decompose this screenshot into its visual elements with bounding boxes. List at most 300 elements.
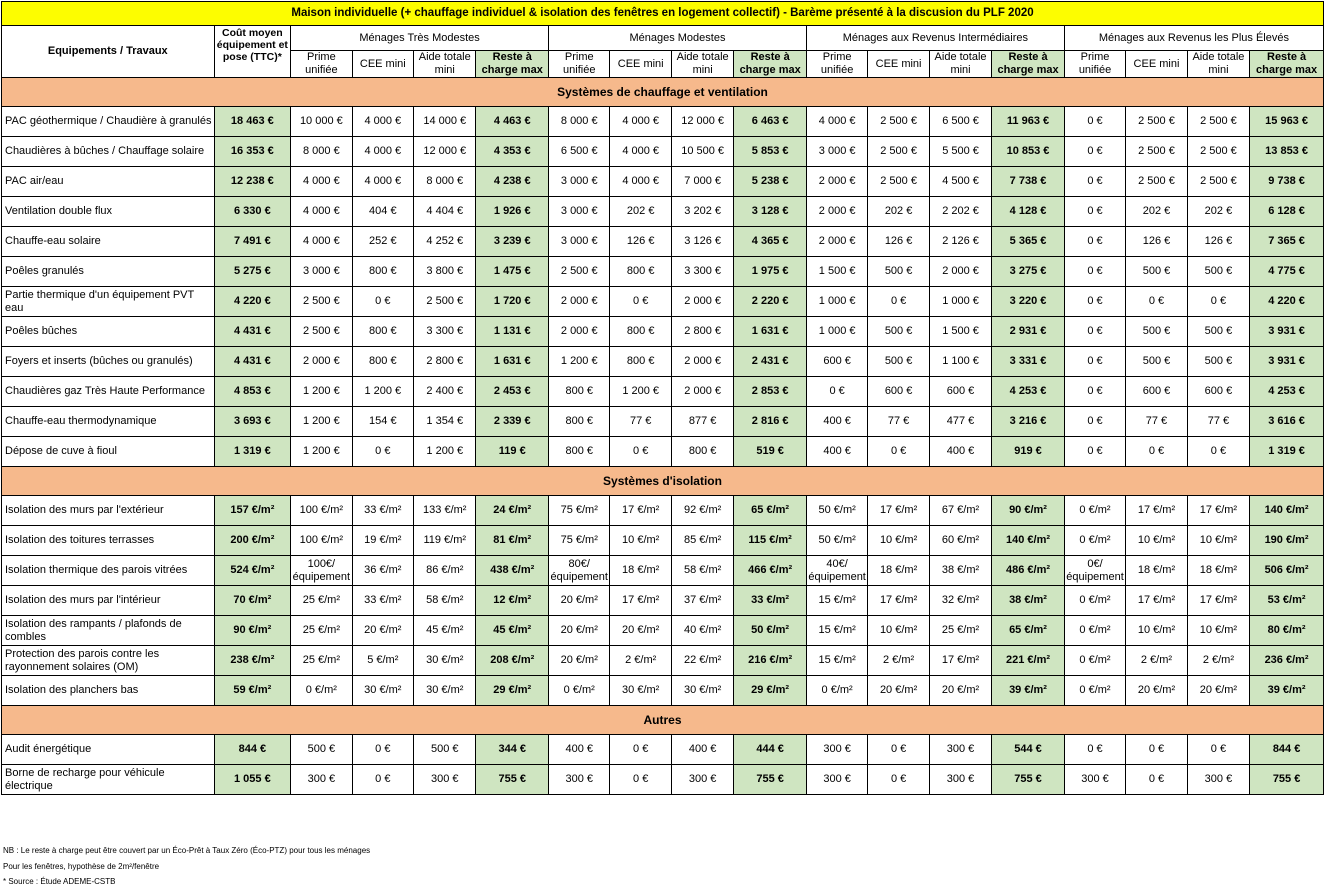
value-cell: 133 €/m² [414,496,476,526]
value-cell: 0 € [868,287,929,317]
value-cell: 20 €/m² [549,586,610,616]
value-cell: 0 € [868,437,929,467]
value-cell: 0 € [352,765,413,795]
row-label: Isolation des rampants / plafonds de combles [2,616,215,646]
value-cell: 50 €/m² [806,496,867,526]
value-cell: 10 €/m² [1126,616,1187,646]
subheader-aide-totale-mini: Aide totale mini [414,51,476,78]
cost-cell: 200 €/m² [214,526,291,556]
subheader-prime-unifiee: Prime unifiée [291,51,352,78]
value-cell: 20 €/m² [549,616,610,646]
reste-cell: 3 220 € [992,287,1065,317]
cost-cell: 6 330 € [214,197,291,227]
value-cell: 4 000 € [352,107,413,137]
reste-cell: 236 €/m² [1250,646,1324,676]
value-cell: 2 800 € [414,347,476,377]
value-cell: 77 € [868,407,929,437]
value-cell: 4 000 € [291,227,352,257]
subheader-reste-a-charge-max: Reste à charge max [1250,51,1324,78]
reste-cell: 4 128 € [992,197,1065,227]
value-cell: 3 000 € [806,137,867,167]
reste-cell: 6 128 € [1250,197,1324,227]
table-row [2,227,1324,257]
value-cell: 0 € [1187,437,1249,467]
value-cell: 1 500 € [806,257,867,287]
subheader-cee-mini: CEE mini [1126,51,1187,78]
reste-cell: 3 331 € [992,347,1065,377]
value-cell: 400 € [929,437,991,467]
value-cell: 2 €/m² [1187,646,1249,676]
value-cell: 20 €/m² [352,616,413,646]
value-cell: 0 € [1064,347,1125,377]
value-cell: 600 € [1187,377,1249,407]
reste-cell: 444 € [734,735,807,765]
table-row [2,257,1324,287]
cost-cell: 59 €/m² [214,676,291,706]
reste-cell: 5 853 € [734,137,807,167]
table-row [2,526,1324,556]
value-cell: 0 € [806,377,867,407]
note-fenetres: Pour les fenêtres, hypothèse de 2m²/fenêtre [3,861,160,871]
value-cell: 0 € [868,735,929,765]
bareme-table [1,1,1324,795]
value-cell: 45 €/m² [414,616,476,646]
value-cell: 300 € [1064,765,1125,795]
value-cell: 1 200 € [352,377,413,407]
value-cell: 500 € [868,317,929,347]
value-cell: 0 €/m² [549,676,610,706]
header-equipements: Equipements / Travaux [2,26,215,78]
value-cell: 1 000 € [929,287,991,317]
subheader-reste-a-charge-max: Reste à charge max [992,51,1065,78]
value-cell: 3 800 € [414,257,476,287]
table-row [2,197,1324,227]
value-cell: 77 € [1187,407,1249,437]
reste-cell: 844 € [1250,735,1324,765]
cost-cell: 4 431 € [214,317,291,347]
value-cell: 877 € [671,407,733,437]
subheader-aide-totale-mini: Aide totale mini [671,51,733,78]
table-row [2,407,1324,437]
reste-cell: 1 131 € [476,317,549,347]
row-label: Ventilation double flux [2,197,215,227]
value-cell: 10 €/m² [868,616,929,646]
table-row [2,616,1324,646]
value-cell: 300 € [806,735,867,765]
value-cell: 500 € [1126,257,1187,287]
value-cell: 2 000 € [929,257,991,287]
row-label: Borne de recharge pour véhicule électrique [2,765,215,795]
value-cell: 1 200 € [291,377,352,407]
subheader-prime-unifiee: Prime unifiée [806,51,867,78]
value-cell: 85 €/m² [671,526,733,556]
reste-cell: 438 €/m² [476,556,549,586]
reste-cell: 2 853 € [734,377,807,407]
cost-cell: 844 € [214,735,291,765]
reste-cell: 190 €/m² [1250,526,1324,556]
value-cell: 22 €/m² [671,646,733,676]
value-cell: 2 500 € [291,287,352,317]
value-cell: 30 €/m² [414,676,476,706]
value-cell: 32 €/m² [929,586,991,616]
row-label: Foyers et inserts (bûches ou granulés) [2,347,215,377]
value-cell: 30 €/m² [671,676,733,706]
value-cell: 2 000 € [671,347,733,377]
reste-cell: 1 926 € [476,197,549,227]
reste-cell: 11 963 € [992,107,1065,137]
reste-cell: 80 €/m² [1250,616,1324,646]
value-cell: 20 €/m² [868,676,929,706]
value-cell: 0 € [352,287,413,317]
value-cell: 300 € [806,765,867,795]
value-cell: 17 €/m² [929,646,991,676]
value-cell: 800 € [352,257,413,287]
row-label: Isolation des toitures terrasses [2,526,215,556]
table-row [2,437,1324,467]
value-cell: 5 €/m² [352,646,413,676]
value-cell: 0 € [1064,197,1125,227]
reste-cell: 919 € [992,437,1065,467]
cost-cell: 4 220 € [214,287,291,317]
reste-cell: 1 720 € [476,287,549,317]
reste-cell: 2 453 € [476,377,549,407]
value-cell: 2 500 € [291,317,352,347]
subheader-prime-unifiee: Prime unifiée [549,51,610,78]
row-label: Poêles bûches [2,317,215,347]
reste-cell: 466 €/m² [734,556,807,586]
cost-cell: 18 463 € [214,107,291,137]
value-cell: 500 € [1187,347,1249,377]
row-label: Chauffe-eau thermodynamique [2,407,215,437]
value-cell: 300 € [929,735,991,765]
value-cell: 2 500 € [868,137,929,167]
reste-cell: 140 €/m² [1250,496,1324,526]
reste-cell: 4 353 € [476,137,549,167]
reste-cell: 13 853 € [1250,137,1324,167]
value-cell: 17 €/m² [1126,586,1187,616]
value-cell: 300 € [414,765,476,795]
reste-cell: 4 253 € [1250,377,1324,407]
reste-cell: 3 616 € [1250,407,1324,437]
header-group-intermediaires: Ménages aux Revenus Intermédiaires [806,26,1064,51]
value-cell: 800 € [549,407,610,437]
value-cell: 18 €/m² [868,556,929,586]
reste-cell: 1 475 € [476,257,549,287]
value-cell: 800 € [610,317,671,347]
reste-cell: 5 365 € [992,227,1065,257]
reste-cell: 4 365 € [734,227,807,257]
value-cell: 77 € [610,407,671,437]
reste-cell: 12 €/m² [476,586,549,616]
value-cell: 33 €/m² [352,496,413,526]
value-cell: 500 € [1187,257,1249,287]
row-label: Isolation des planchers bas [2,676,215,706]
value-cell: 6 500 € [929,107,991,137]
header-group-plus-eleves: Ménages aux Revenus les Plus Élevés [1064,26,1323,51]
value-cell: 500 € [414,735,476,765]
value-cell: 0 €/m² [1064,496,1125,526]
reste-cell: 65 €/m² [734,496,807,526]
table-row [2,496,1324,526]
value-cell: 0 € [1187,735,1249,765]
reste-cell: 65 €/m² [992,616,1065,646]
value-cell: 0 €/m² [1064,676,1125,706]
value-cell: 4 000 € [610,167,671,197]
value-cell: 0€/équipement [1064,556,1125,586]
value-cell: 25 €/m² [929,616,991,646]
value-cell: 800 € [671,437,733,467]
row-label: PAC géothermique / Chaudière à granulés [2,107,215,137]
value-cell: 0 € [352,735,413,765]
reste-cell: 4 220 € [1250,287,1324,317]
reste-cell: 208 €/m² [476,646,549,676]
value-cell: 800 € [352,347,413,377]
value-cell: 10 €/m² [868,526,929,556]
value-cell: 58 €/m² [414,586,476,616]
row-label: Isolation thermique des parois vitrées [2,556,215,586]
value-cell: 7 000 € [671,167,733,197]
reste-cell: 755 € [992,765,1065,795]
value-cell: 800 € [610,257,671,287]
value-cell: 3 300 € [414,317,476,347]
value-cell: 0 € [1064,287,1125,317]
value-cell: 4 000 € [352,137,413,167]
value-cell: 36 €/m² [352,556,413,586]
value-cell: 4 252 € [414,227,476,257]
value-cell: 3 000 € [549,227,610,257]
value-cell: 126 € [1187,227,1249,257]
reste-cell: 24 €/m² [476,496,549,526]
value-cell: 300 € [1187,765,1249,795]
reste-cell: 90 €/m² [992,496,1065,526]
value-cell: 2 800 € [671,317,733,347]
value-cell: 0 € [1187,287,1249,317]
value-cell: 0 €/m² [1064,616,1125,646]
value-cell: 300 € [929,765,991,795]
value-cell: 0 € [1064,137,1125,167]
value-cell: 0 € [1064,107,1125,137]
value-cell: 0 € [610,287,671,317]
table-row [2,556,1324,586]
table-title: Maison individuelle (+ chauffage individuel & isolation des fenêtres en logement collectif) - Barème présenté à la discusion du PLF 2020 [2,2,1324,26]
value-cell: 17 €/m² [610,586,671,616]
table-row [2,287,1324,317]
value-cell: 2 500 € [1126,167,1187,197]
cost-cell: 1 055 € [214,765,291,795]
row-label: Partie thermique d'un équipement PVT eau [2,287,215,317]
reste-cell: 115 €/m² [734,526,807,556]
value-cell: 10 €/m² [1126,526,1187,556]
row-label: PAC air/eau [2,167,215,197]
value-cell: 154 € [352,407,413,437]
value-cell: 477 € [929,407,991,437]
value-cell: 252 € [352,227,413,257]
value-cell: 2 000 € [671,377,733,407]
reste-cell: 216 €/m² [734,646,807,676]
reste-cell: 344 € [476,735,549,765]
value-cell: 400 € [806,407,867,437]
row-label: Dépose de cuve à fioul [2,437,215,467]
value-cell: 2 500 € [1187,167,1249,197]
header-cout-moyen: Coût moyen équipement et pose (TTC)* [214,26,291,78]
row-label: Poêles granulés [2,257,215,287]
value-cell: 126 € [1126,227,1187,257]
value-cell: 10 500 € [671,137,733,167]
value-cell: 3 202 € [671,197,733,227]
value-cell: 202 € [610,197,671,227]
value-cell: 0 € [1064,167,1125,197]
value-cell: 14 000 € [414,107,476,137]
value-cell: 100 €/m² [291,526,352,556]
value-cell: 17 €/m² [610,496,671,526]
table-row [2,167,1324,197]
reste-cell: 1 631 € [734,317,807,347]
value-cell: 10 €/m² [1187,526,1249,556]
header-group-tres-modestes: Ménages Très Modestes [291,26,549,51]
value-cell: 0 € [610,765,671,795]
value-cell: 25 €/m² [291,616,352,646]
value-cell: 0 € [1126,437,1187,467]
value-cell: 20 €/m² [929,676,991,706]
value-cell: 2 500 € [868,107,929,137]
value-cell: 17 €/m² [868,586,929,616]
value-cell: 800 € [549,377,610,407]
reste-cell: 9 738 € [1250,167,1324,197]
value-cell: 202 € [868,197,929,227]
reste-cell: 50 €/m² [734,616,807,646]
value-cell: 8 000 € [291,137,352,167]
reste-cell: 3 931 € [1250,347,1324,377]
value-cell: 2 126 € [929,227,991,257]
value-cell: 20 €/m² [1187,676,1249,706]
value-cell: 30 €/m² [414,646,476,676]
value-cell: 3 126 € [671,227,733,257]
reste-cell: 1 975 € [734,257,807,287]
value-cell: 15 €/m² [806,616,867,646]
value-cell: 2 500 € [414,287,476,317]
value-cell: 2 500 € [1126,107,1187,137]
value-cell: 2 €/m² [868,646,929,676]
table-row [2,586,1324,616]
reste-cell: 1 319 € [1250,437,1324,467]
reste-cell: 755 € [476,765,549,795]
reste-cell: 5 238 € [734,167,807,197]
value-cell: 300 € [291,765,352,795]
reste-cell: 221 €/m² [992,646,1065,676]
value-cell: 202 € [1187,197,1249,227]
value-cell: 67 €/m² [929,496,991,526]
value-cell: 4 000 € [610,137,671,167]
value-cell: 17 €/m² [1187,496,1249,526]
cost-cell: 70 €/m² [214,586,291,616]
value-cell: 300 € [549,765,610,795]
reste-cell: 2 339 € [476,407,549,437]
value-cell: 80€/équipement [549,556,610,586]
value-cell: 38 €/m² [929,556,991,586]
value-cell: 18 €/m² [610,556,671,586]
table-row [2,646,1324,676]
table-row [2,676,1324,706]
value-cell: 0 €/m² [291,676,352,706]
value-cell: 2 000 € [806,167,867,197]
value-cell: 5 500 € [929,137,991,167]
value-cell: 0 € [1064,407,1125,437]
value-cell: 12 000 € [414,137,476,167]
value-cell: 0 € [352,437,413,467]
value-cell: 500 € [1187,317,1249,347]
header-group-modestes: Ménages Modestes [549,26,807,51]
reste-cell: 4 238 € [476,167,549,197]
cost-cell: 12 238 € [214,167,291,197]
reste-cell: 2 816 € [734,407,807,437]
value-cell: 0 € [1064,317,1125,347]
value-cell: 8 000 € [414,167,476,197]
cost-cell: 1 319 € [214,437,291,467]
value-cell: 0 € [1126,765,1187,795]
section-title: Systèmes de chauffage et ventilation [2,78,1324,107]
reste-cell: 2 431 € [734,347,807,377]
value-cell: 3 000 € [549,167,610,197]
value-cell: 2 000 € [671,287,733,317]
value-cell: 18 €/m² [1187,556,1249,586]
reste-cell: 45 €/m² [476,616,549,646]
value-cell: 1 200 € [414,437,476,467]
note-eco-ptz: NB : Le reste à charge peut être couvert par un Éco-Prêt à Taux Zéro (Éco-PTZ) pour tous les ménages [3,846,371,855]
reste-cell: 39 €/m² [992,676,1065,706]
reste-cell: 7 738 € [992,167,1065,197]
value-cell: 0 € [1126,287,1187,317]
row-label: Chaudières à bûches / Chauffage solaire [2,137,215,167]
reste-cell: 81 €/m² [476,526,549,556]
value-cell: 2 €/m² [610,646,671,676]
reste-cell: 6 463 € [734,107,807,137]
cost-cell: 238 €/m² [214,646,291,676]
value-cell: 600 € [806,347,867,377]
value-cell: 58 €/m² [671,556,733,586]
table-row [2,765,1324,795]
value-cell: 1 354 € [414,407,476,437]
value-cell: 600 € [868,377,929,407]
value-cell: 15 €/m² [806,646,867,676]
value-cell: 19 €/m² [352,526,413,556]
reste-cell: 33 €/m² [734,586,807,616]
subheader-cee-mini: CEE mini [352,51,413,78]
value-cell: 0 €/m² [806,676,867,706]
cost-cell: 4 853 € [214,377,291,407]
reste-cell: 2 220 € [734,287,807,317]
value-cell: 400 € [549,735,610,765]
value-cell: 500 € [1126,347,1187,377]
value-cell: 2 000 € [291,347,352,377]
note-source: * Source : Étude ADEME-CSTB [3,877,116,886]
value-cell: 1 500 € [929,317,991,347]
row-label: Chaudières gaz Très Haute Performance [2,377,215,407]
value-cell: 3 300 € [671,257,733,287]
subheader-reste-a-charge-max: Reste à charge max [476,51,549,78]
reste-cell: 7 365 € [1250,227,1324,257]
value-cell: 400 € [806,437,867,467]
value-cell: 2 500 € [1187,137,1249,167]
value-cell: 2 000 € [549,287,610,317]
reste-cell: 4 463 € [476,107,549,137]
subheader-prime-unifiee: Prime unifiée [1064,51,1125,78]
value-cell: 0 €/m² [1064,586,1125,616]
value-cell: 75 €/m² [549,496,610,526]
value-cell: 100€/équipement [291,556,352,586]
value-cell: 1 200 € [291,437,352,467]
subheader-aide-totale-mini: Aide totale mini [1187,51,1249,78]
value-cell: 600 € [929,377,991,407]
